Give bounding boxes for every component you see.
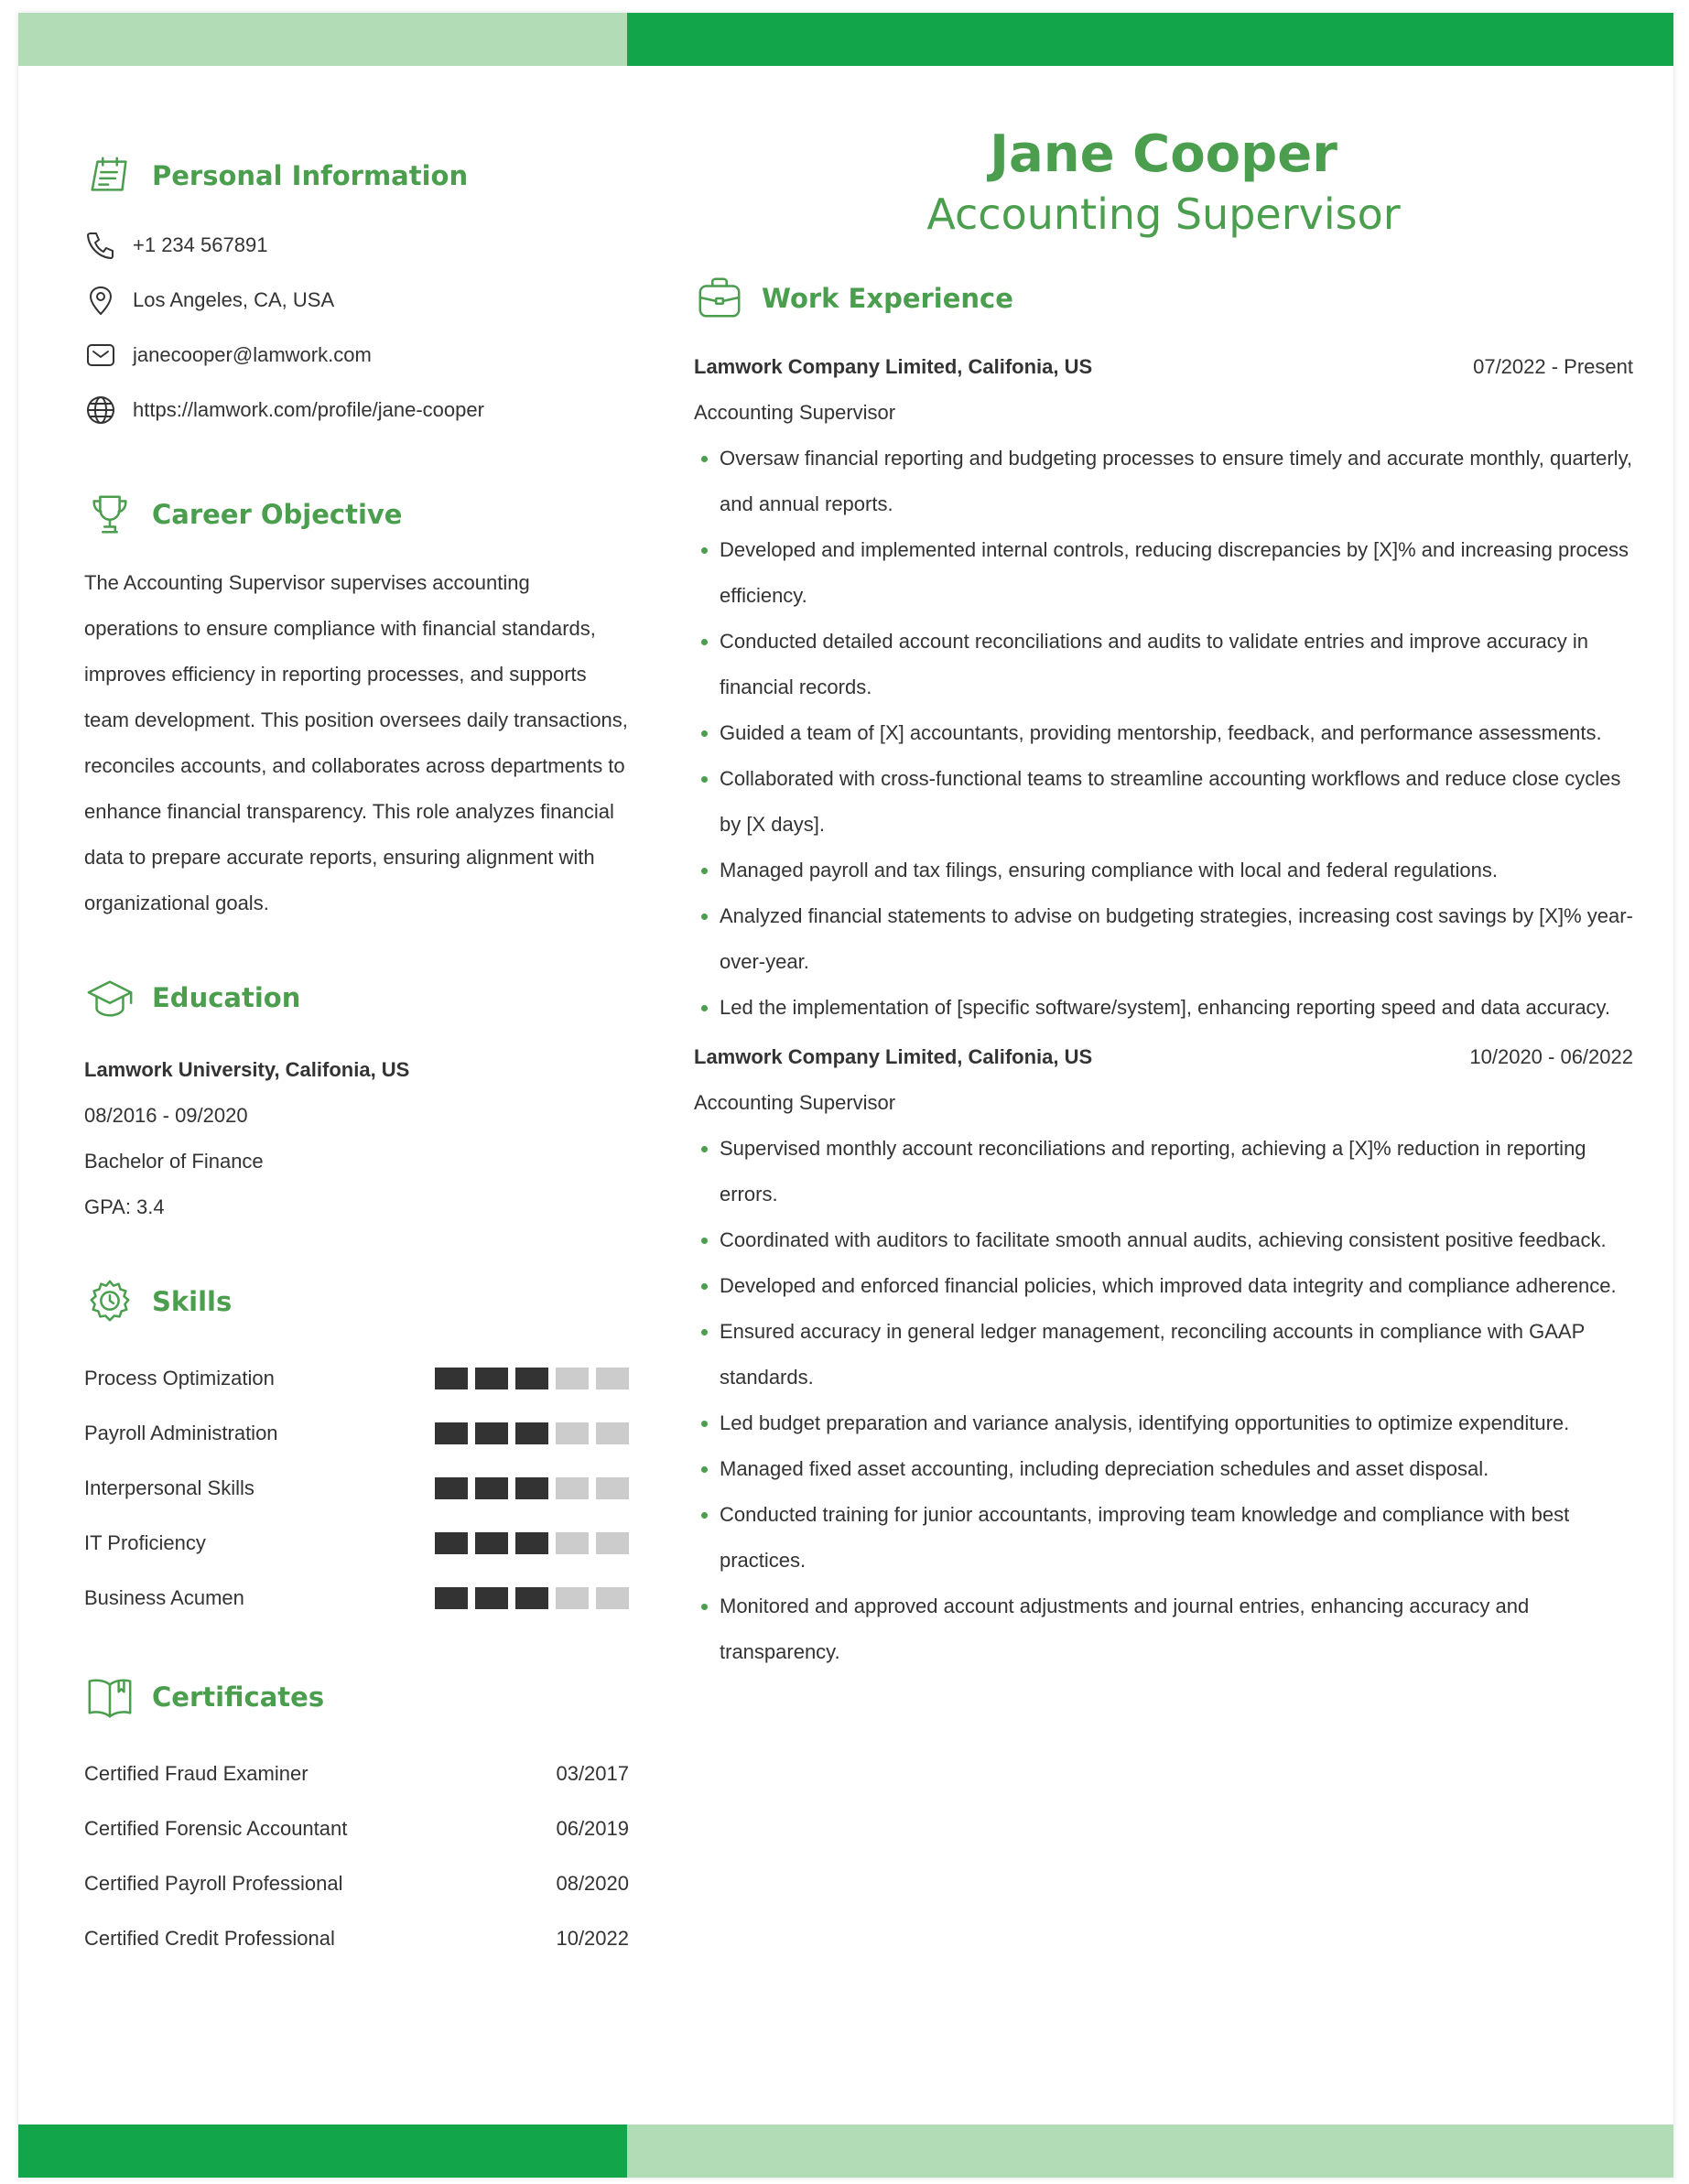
job-entry	[694, 344, 1633, 1031]
skill-level-filled	[435, 1477, 468, 1499]
section-title: Work Experience	[762, 283, 1013, 314]
section-title: Skills	[152, 1286, 233, 1317]
certificate-name: Certified Forensic Accountant	[84, 1817, 348, 1840]
skills-section	[84, 1276, 629, 1626]
phone-number: +1 234 567891	[133, 233, 268, 256]
section-header	[694, 273, 1633, 324]
skill-level-empty	[596, 1368, 629, 1389]
resume-page	[18, 13, 1673, 2178]
job-dates: 10/2020 - 06/2022	[1469, 1045, 1633, 1068]
section-header	[84, 150, 629, 201]
globe-icon	[84, 394, 117, 427]
job-bullet: Coordinated with auditors to facilitate smooth annual audits, achieving consistent positive feedback.	[694, 1217, 1633, 1263]
skill-level-filled	[435, 1532, 468, 1554]
skill-level-empty	[596, 1587, 629, 1609]
skill-level-empty	[556, 1368, 589, 1389]
skill-level-filled	[475, 1477, 508, 1499]
skill-level-filled	[515, 1587, 548, 1609]
objective-text: The Accounting Supervisor supervises accounting operations to ensure compliance with financial standards, improves efficiency in reporting processes, and supports team development. This position oversees daily transactions, reconciles accounts, and collaborates across departments to enhance financial transparency. This role analyzes financial data to prepare accurate reports, ensuring alignment with organizational goals.	[84, 571, 628, 914]
job-header	[694, 1034, 1633, 1080]
bottom-band	[18, 2125, 1673, 2178]
job-bullet: Conducted training for junior accountants, improving team knowledge and compliance with best practices.	[694, 1492, 1633, 1584]
section-title: Career Objective	[152, 499, 403, 530]
gpa: GPA: 3.4	[84, 1195, 165, 1218]
certificate-date: 10/2022	[556, 1927, 629, 1950]
skill-level-meter	[435, 1587, 629, 1609]
mail-icon	[84, 339, 117, 372]
id-card-icon	[84, 150, 135, 201]
section-header	[84, 489, 629, 540]
certificate-name: Certified Fraud Examiner	[84, 1762, 309, 1785]
job-bullet: Supervised monthly account reconciliations and reporting, achieving a [X]% reduction in reporting errors.	[694, 1126, 1633, 1217]
job-company: Lamwork Company Limited, Califonia, US	[694, 355, 1093, 378]
job-bullet: Developed and enforced financial policies, which improved data integrity and compliance adherence.	[694, 1263, 1633, 1309]
section-header	[84, 1276, 629, 1327]
website-link[interactable]: https://lamwork.com/profile/jane-cooper	[133, 398, 484, 421]
contact-website	[84, 383, 629, 438]
job-bullets	[694, 436, 1633, 1031]
skill-name: Business Acumen	[84, 1586, 244, 1609]
trophy-icon	[84, 489, 135, 540]
skill-level-filled	[475, 1422, 508, 1444]
contact-list	[84, 218, 629, 438]
job-bullet: Analyzed financial statements to advise on budgeting strategies, increasing cost savings by [X]% year-over-year.	[694, 893, 1633, 985]
skill-row	[84, 1516, 629, 1571]
section-title: Personal Information	[152, 160, 469, 191]
skill-level-filled	[475, 1532, 508, 1554]
skill-level-filled	[435, 1587, 468, 1609]
section-header	[84, 972, 629, 1023]
skill-level-empty	[556, 1422, 589, 1444]
job-header	[694, 344, 1633, 390]
job-company: Lamwork Company Limited, Califonia, US	[694, 1045, 1093, 1068]
skills-list	[84, 1351, 629, 1626]
job-bullet: Oversaw financial reporting and budgeting processes to ensure timely and accurate monthly, quarterly, and annual reports.	[694, 436, 1633, 527]
certificate-row	[84, 1801, 629, 1856]
section-title: Education	[152, 982, 301, 1013]
skill-level-filled	[475, 1587, 508, 1609]
candidate-name: Jane Cooper	[990, 124, 1337, 184]
skill-row	[84, 1406, 629, 1461]
bottom-band-light	[627, 2125, 1673, 2178]
skill-level-empty	[596, 1532, 629, 1554]
gear-icon	[84, 1276, 135, 1327]
certificate-date: 06/2019	[556, 1817, 629, 1840]
skill-name: Process Optimization	[84, 1367, 275, 1389]
certificate-name: Certified Payroll Professional	[84, 1872, 343, 1895]
work-experience-section	[694, 273, 1633, 1675]
job-bullet: Collaborated with cross-functional teams to streamline accounting workflows and reduce close cycles by [X days].	[694, 756, 1633, 848]
skill-row	[84, 1351, 629, 1406]
skill-row	[84, 1571, 629, 1626]
section-header	[84, 1671, 629, 1723]
graduation-cap-icon	[84, 972, 135, 1023]
skill-level-meter	[435, 1422, 629, 1444]
career-objective-section	[84, 489, 629, 926]
left-column	[84, 150, 629, 1966]
skill-level-meter	[435, 1532, 629, 1554]
skill-level-empty	[556, 1532, 589, 1554]
education-dates: 08/2016 - 09/2020	[84, 1104, 248, 1127]
job-dates: 07/2022 - Present	[1473, 355, 1633, 378]
candidate-title: Accounting Supervisor	[926, 189, 1401, 239]
job-bullet: Ensured accuracy in general ledger management, reconciling accounts in compliance with GAAP standards.	[694, 1309, 1633, 1400]
certificate-row	[84, 1746, 629, 1801]
skill-level-empty	[596, 1477, 629, 1499]
contact-location	[84, 273, 629, 328]
name-block	[694, 123, 1633, 242]
skill-level-filled	[515, 1477, 548, 1499]
email-link[interactable]: janecooper@lamwork.com	[133, 343, 372, 366]
certificates-list	[84, 1746, 629, 1966]
job-bullet: Managed payroll and tax filings, ensuring compliance with local and federal regulations.	[694, 848, 1633, 893]
top-band-light	[18, 13, 627, 66]
job-bullet: Developed and implemented internal controls, reducing discrepancies by [X]% and increasing process efficiency.	[694, 527, 1633, 619]
job-bullet: Managed fixed asset accounting, including depreciation schedules and asset disposal.	[694, 1446, 1633, 1492]
skill-level-meter	[435, 1368, 629, 1389]
job-role: Accounting Supervisor	[694, 401, 896, 424]
skill-name: Interpersonal Skills	[84, 1476, 254, 1499]
skill-level-meter	[435, 1477, 629, 1499]
section-title: Certificates	[152, 1681, 325, 1713]
job-bullet: Monitored and approved account adjustments and journal entries, enhancing accuracy and transparency.	[694, 1584, 1633, 1675]
top-band	[18, 13, 1673, 66]
job-entry	[694, 1034, 1633, 1675]
skill-level-filled	[435, 1422, 468, 1444]
skill-level-filled	[515, 1532, 548, 1554]
school-name: Lamwork University, Califonia, US	[84, 1058, 410, 1081]
skill-level-filled	[515, 1422, 548, 1444]
top-band-dark	[627, 13, 1673, 66]
certificate-row	[84, 1911, 629, 1966]
skill-level-empty	[556, 1477, 589, 1499]
job-bullet: Led the implementation of [specific software/system], enhancing reporting speed and data accuracy.	[694, 985, 1633, 1031]
skill-level-filled	[475, 1368, 508, 1389]
book-icon	[84, 1671, 135, 1723]
skill-level-filled	[435, 1368, 468, 1389]
certificate-name: Certified Credit Professional	[84, 1927, 335, 1950]
contact-phone	[84, 218, 629, 273]
location-pin-icon	[84, 284, 117, 317]
phone-icon	[84, 229, 117, 262]
job-bullet: Led budget preparation and variance analysis, identifying opportunities to optimize expenditure.	[694, 1400, 1633, 1446]
job-role: Accounting Supervisor	[694, 1091, 896, 1114]
certificate-date: 03/2017	[556, 1762, 629, 1785]
certificate-date: 08/2020	[556, 1872, 629, 1895]
skill-name: IT Proficiency	[84, 1531, 206, 1554]
bottom-band-dark	[18, 2125, 627, 2178]
job-bullet: Conducted detailed account reconciliations and audits to validate entries and improve accuracy in financial records.	[694, 619, 1633, 710]
skill-level-filled	[515, 1368, 548, 1389]
education-entry	[84, 1047, 629, 1230]
skill-row	[84, 1461, 629, 1516]
location-text: Los Angeles, CA, USA	[133, 288, 335, 311]
skill-name: Payroll Administration	[84, 1422, 278, 1444]
right-column	[694, 123, 1633, 1675]
degree: Bachelor of Finance	[84, 1150, 264, 1173]
job-bullets	[694, 1126, 1633, 1675]
job-bullet: Guided a team of [X] accountants, providing mentorship, feedback, and performance assessments.	[694, 710, 1633, 756]
certificate-row	[84, 1856, 629, 1911]
education-section	[84, 972, 629, 1230]
personal-information-section	[84, 150, 629, 438]
skill-level-empty	[596, 1422, 629, 1444]
skill-level-empty	[556, 1587, 589, 1609]
briefcase-icon	[694, 273, 745, 324]
contact-email	[84, 328, 629, 383]
certificates-section	[84, 1671, 629, 1966]
work-list	[694, 344, 1633, 1675]
